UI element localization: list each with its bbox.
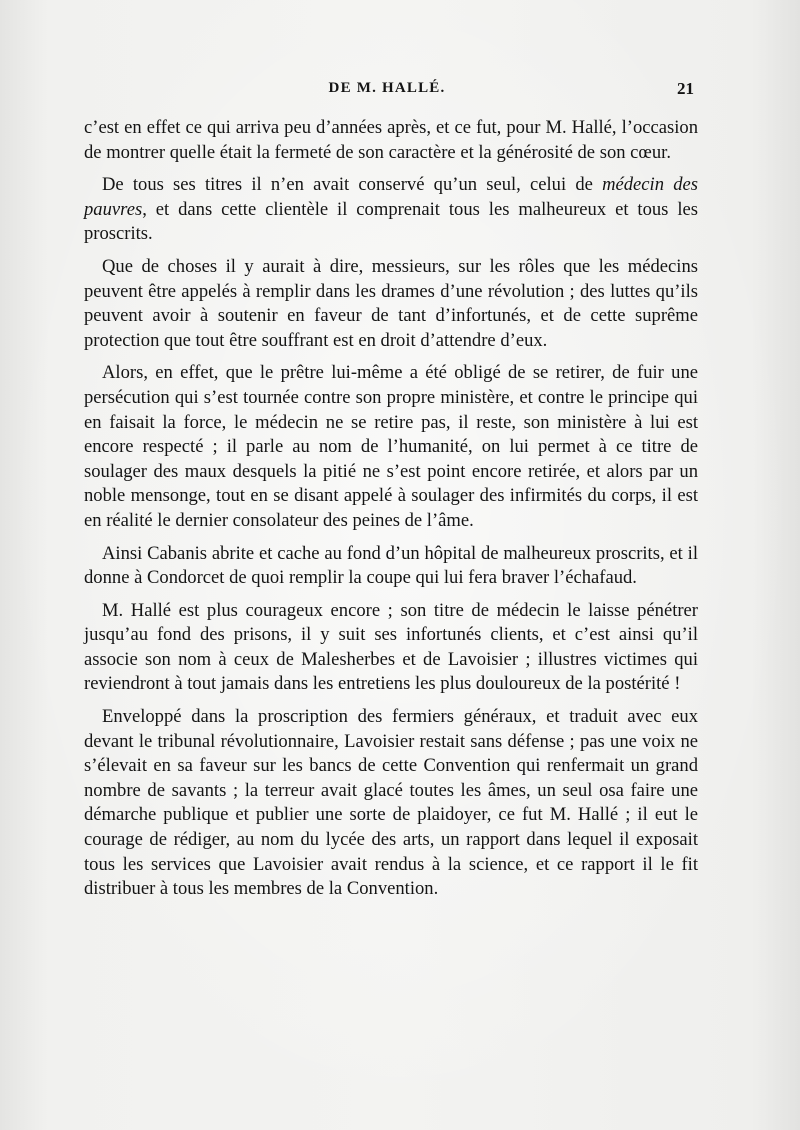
- page-number: 21: [677, 79, 694, 98]
- paragraph-2: [84, 173, 698, 247]
- paragraph-7: Enveloppé dans la proscription des fermiers généraux, et traduit avec eux devant le tribunal révolutionnaire, Lavoisier restait sans défense ; pas une voix ne s’élevait en sa faveur sur les bancs de cette Convention qui renfermait un grand nombre de savants ; la terreur avait glacé toutes les âmes, un seul osa faire une démarche publique et publier une sorte de plaidoyer, ce fut M. Hallé ; il eut le courage de rédiger, au nom du lycée des arts, un rapport dans lequel il exposait tous les services que Lavoisier avait rendus à la science, et ce rapport il le fit distribuer à tous les membres de la Convention.: [84, 706, 698, 900]
- paragraph-5: Ainsi Cabanis abrite et cache au fond d’un hôpital de malheureux proscrits, et il donne à Condorcet de quoi remplir la coupe qui lui fera braver l’échafaud.: [84, 542, 698, 589]
- paragraph-2-italic: médecin des pauvres: [84, 174, 698, 220]
- paragraph-4: Alors, en effet, que le prêtre lui-même a été obligé de se retirer, de fuir une persécution qui s’est tournée contre son propre ministère, et contre le principe qui en faisait la force, le médecin ne se retire pas, il reste, son ministère à lui est encore respecté ; il parle au nom de l’humanité, on lui permet à ce titre de soulager des maux desquels la pitié ne s’est point encore retirée, et alors par un noble mensonge, tout en se disant appelé à soulager des infirmités du corps, il est en réalité le dernier consolateur des peines de l’âme.: [84, 362, 698, 531]
- body-text: [84, 116, 698, 910]
- paragraph-1: c’est en effet ce qui arriva peu d’années après, et ce fut, pour M. Hallé, l’occasion de montrer quelle était la fermeté de son caractère et la générosité de son cœur.: [84, 117, 698, 163]
- paragraph-6: M. Hallé est plus courageux encore ; son titre de médecin le laisse pénétrer jusqu’au fond des prisons, il y suit ses infortunés clients, et c’est ainsi qu’il associe son nom à ceux de Malesherbes et de Lavoisier ; illustres victimes qui reviendront à tout jamais dans les entretiens les plus douloureux de la postérité !: [84, 599, 698, 695]
- paragraph-3: Que de choses il y aurait à dire, messieurs, sur les rôles que les médecins peuvent être appelés à remplir dans les drames d’une révolution ; des luttes qu’ils peuvent avoir à soutenir en faveur de tant d’infortunés, et de cette suprême protection que tout être souffrant est en droit d’attendre d’eux.: [84, 255, 698, 351]
- running-title: DE M. HALLÉ.: [328, 80, 446, 96]
- paragraph-2-before: De tous ses titres il n’en avait conservé qu’un seul, celui de: [102, 174, 603, 196]
- paragraph-2-after: , et dans cette clientèle il comprenait tous les malheureux et tous les proscrits.: [84, 198, 698, 245]
- running-head: [82, 80, 692, 104]
